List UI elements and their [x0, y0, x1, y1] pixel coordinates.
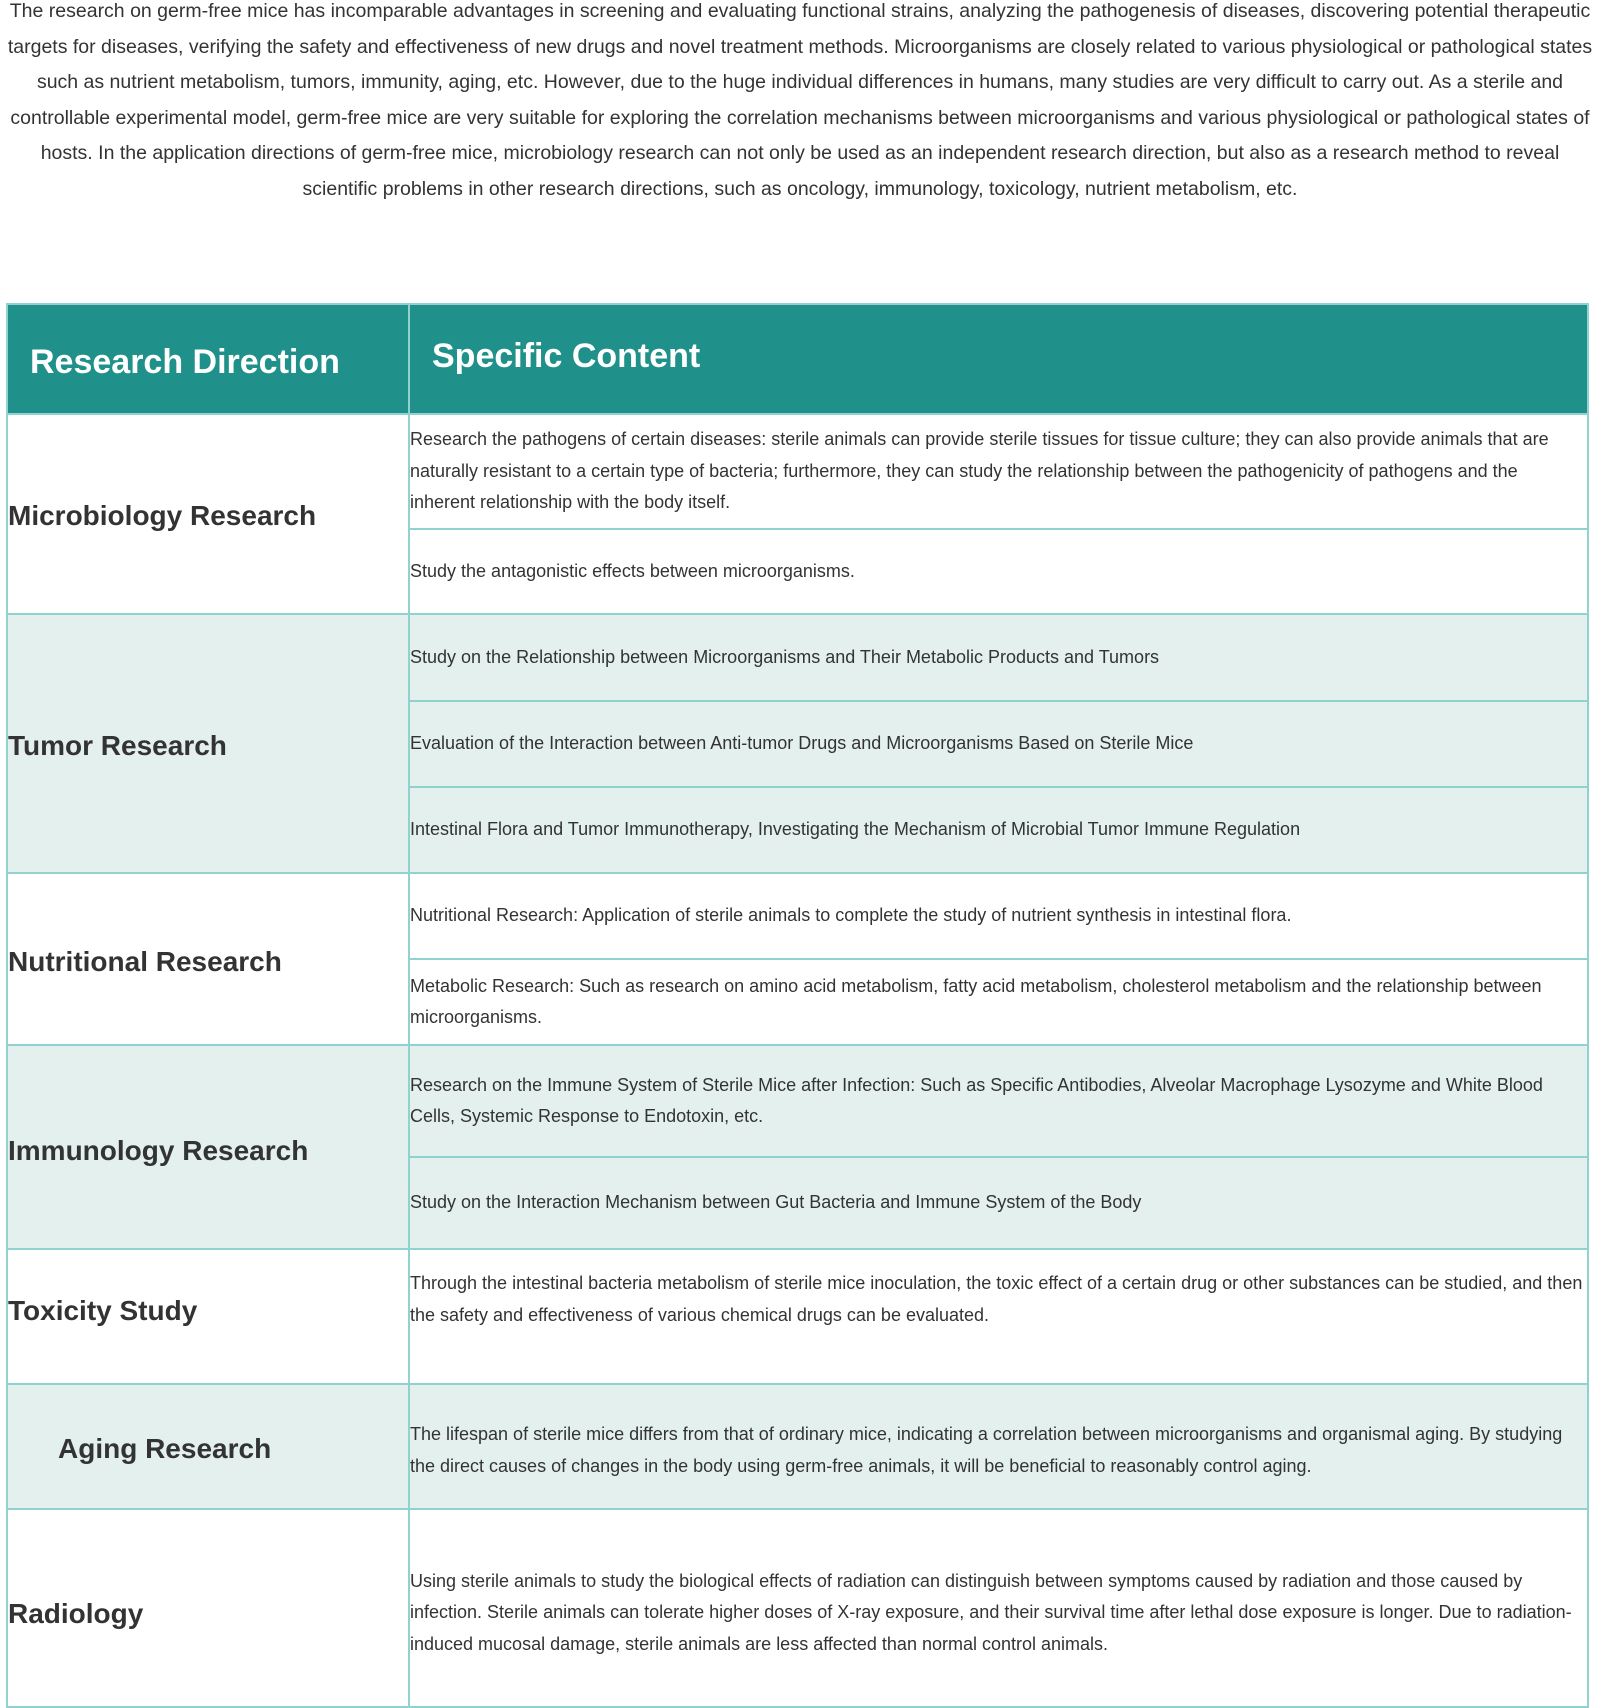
- table-row: [7, 1045, 1588, 1157]
- header-research-direction: Research Direction: [7, 304, 409, 414]
- table-row: [7, 1509, 1588, 1707]
- content-cell: Study on the Interaction Mechanism between Gut Bacteria and Immune System of the Body: [409, 1157, 1588, 1249]
- content-cell: Study on the Relationship between Microorganisms and Their Metabolic Products and Tumors: [409, 614, 1588, 701]
- table-row: [7, 873, 1588, 959]
- content-cell: Research on the Immune System of Sterile Mice after Infection: Such as Specific Antibodies, Alveolar Macrophage Lysozyme and White Blood Cells, Systemic Response to Endotoxin, etc.: [409, 1045, 1588, 1157]
- content-cell: Intestinal Flora and Tumor Immunotherapy, Investigating the Mechanism of Microbial Tumor Immune Regulation: [409, 787, 1588, 873]
- research-directions-table: [6, 303, 1589, 1708]
- intro-paragraph: The research on germ-free mice has incomparable advantages in screening and evaluating functional strains, analyzing the pathogenesis of diseases, discovering potential therapeutic targets for diseases, verifying the safety and effectiveness of new drugs and novel treatment methods. Microorganisms are closely related to various physiological or pathological states such as nutrient metabolism, tumors, immunity, aging, etc. However, due to the huge individual differences in humans, many studies are very difficult to carry out. As a sterile and controllable experimental model, germ-free mice are very suitable for exploring the correlation mechanisms between microorganisms and various physiological or pathological states of hosts. In the application directions of germ-free mice, microbiology research can not only be used as an independent research direction, but also as a research method to reveal scientific problems in other research directions, such as oncology, immunology, toxicology, nutrient metabolism, etc.: [7, 0, 1593, 200]
- content-cell: Metabolic Research: Such as research on amino acid metabolism, fatty acid metabolism, cholesterol metabolism and the relationship between microorganisms.: [409, 959, 1588, 1045]
- table-header: [7, 304, 1588, 414]
- direction-nutritional: Nutritional Research: [7, 873, 409, 1045]
- direction-toxicity: Toxicity Study: [7, 1249, 409, 1384]
- table-row: [7, 1384, 1588, 1509]
- content-cell: Using sterile animals to study the biological effects of radiation can distinguish between symptoms caused by radiation and those caused by infection. Sterile animals can tolerate higher doses of X-ray exposure, and their survival time after lethal dose exposure is longer. Due to radiation-induced mucosal damage, sterile animals are less affected than normal control animals.: [409, 1509, 1588, 1707]
- content-cell: Study the antagonistic effects between microorganisms.: [409, 529, 1588, 614]
- direction-microbiology: Microbiology Research: [7, 414, 409, 614]
- content-cell: The lifespan of sterile mice differs from that of ordinary mice, indicating a correlation between microorganisms and organismal aging. By studying the direct causes of changes in the body using germ-free animals, it will be beneficial to reasonably control aging.: [409, 1384, 1588, 1509]
- direction-aging: Aging Research: [7, 1384, 409, 1509]
- direction-radiology: Radiology: [7, 1509, 409, 1707]
- content-cell: Through the intestinal bacteria metabolism of sterile mice inoculation, the toxic effect of a certain drug or other substances can be studied, and then the safety and effectiveness of various chemical drugs can be evaluated.: [409, 1249, 1588, 1384]
- direction-immunology: Immunology Research: [7, 1045, 409, 1249]
- content-cell: Evaluation of the Interaction between Anti-tumor Drugs and Microorganisms Based on Sterile Mice: [409, 701, 1588, 787]
- table-row: [7, 1249, 1588, 1384]
- table-row: [7, 414, 1588, 529]
- table-row: [7, 614, 1588, 701]
- direction-tumor: Tumor Research: [7, 614, 409, 873]
- header-row: [7, 304, 1588, 414]
- content-cell: Research the pathogens of certain diseases: sterile animals can provide sterile tissues for tissue culture; they can also provide animals that are naturally resistant to a certain type of bacteria; furthermore, they can study the relationship between the pathogenicity of pathogens and the inherent relationship with the body itself.: [409, 414, 1588, 529]
- content-cell: Nutritional Research: Application of sterile animals to complete the study of nutrient synthesis in intestinal flora.: [409, 873, 1588, 959]
- header-specific-content: Specific Content: [409, 304, 1588, 414]
